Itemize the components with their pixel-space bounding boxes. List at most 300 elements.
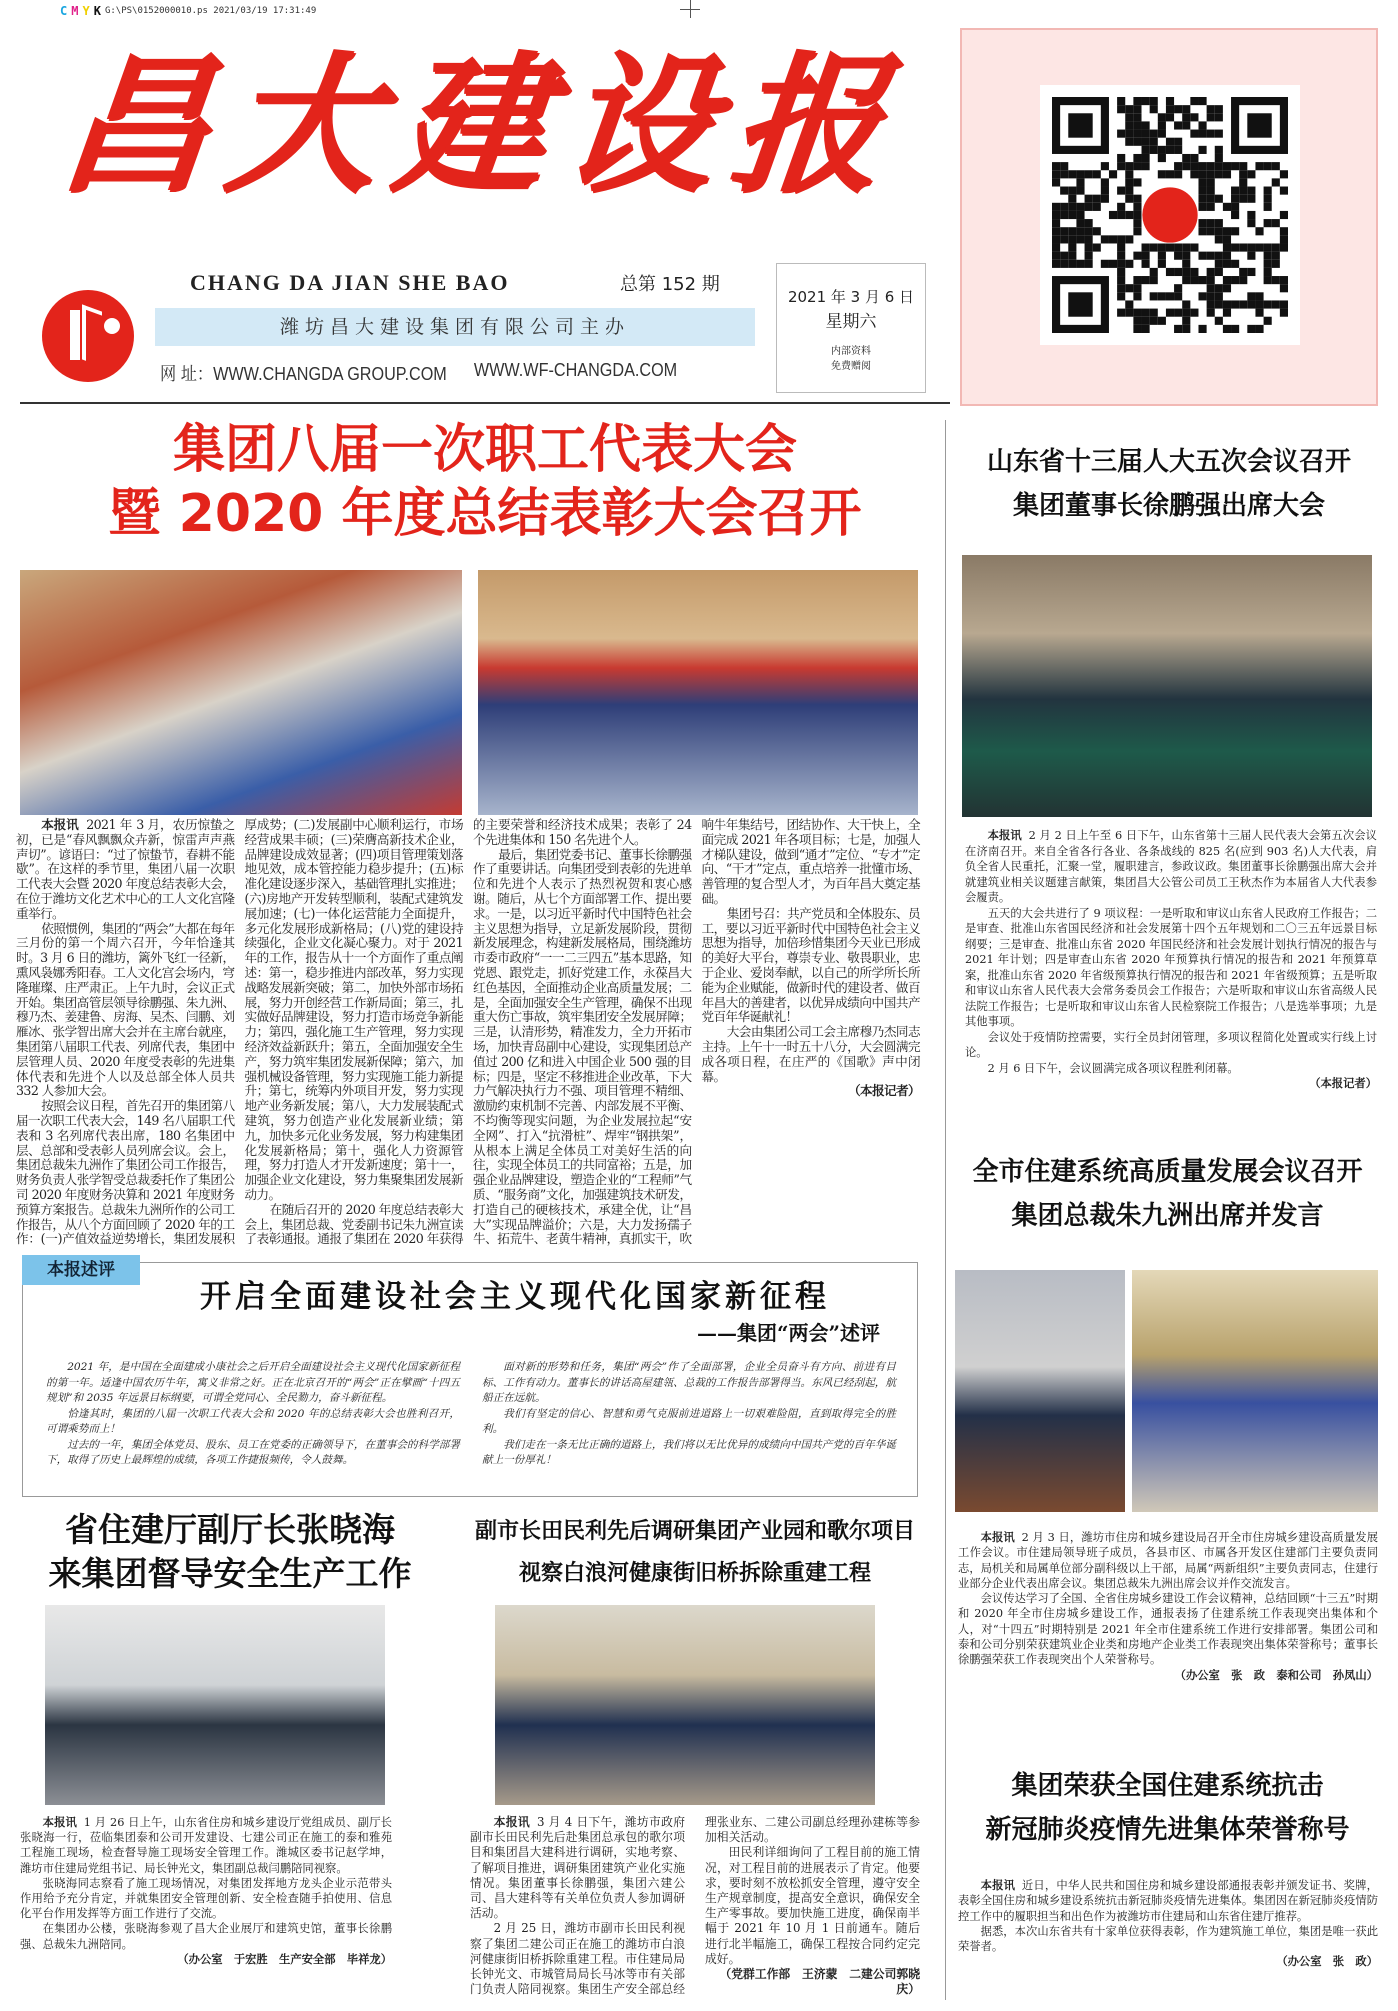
sponsor-band: 潍坊昌大建设集团有限公司主办 [155,308,755,346]
qr-module [1247,300,1255,308]
qr-module [1133,130,1141,138]
qr-module [1264,243,1272,251]
qr-module [1223,252,1231,260]
qr-module [1133,162,1141,170]
main-article-body: 本报讯 2021 年 3 月，农历惊蛰之初，已是“春风飘飘众卉新，惊雷声声燕声切”。谚语曰：“过了惊蛰节，春耕不能歇”。在这样的季节里，集团八届一次职工代表大会暨 2020 年度总结表彰大会，在位于潍坊文化艺术中心的工人文化宫隆重举行。 依照惯例，集团的“两会”大都在每年三月份的第一个周六召开，今年恰逢其时。3 月 6 日的潍坊，篱外飞红一径新，熏风袅娜秀阳春。工人文化宫会场内，穹隆璀璨、庄严肃正。上午九时，会议正式开始。集团高管层领导徐鹏强、朱九洲、穆乃杰、姜建鲁、房海、吴杰、闫鹏、刘雁冰、张学智出席大会并在主席台就座，集团第八届职工代表、列席代表，集团中层管理人员、2020 年度受表彰的先进集体代表和先进个人以及总部全体人员共 332 人参加大会。 按照会议日程，首先召开的集团第八届一次职工代表大会，149 名八届职工代表和 3 名列席代表出席，180 名集团中层、总部和受表彰人员列席会议。会上，集团总裁朱九洲作了集团公司工作报告，财务负责人张学智受总裁委托作了集团公司 2020 年度财务决算和 2021 年度财务预算方案报告。总裁朱九洲所作的公司工作报告，从八个方面回顾了 2020 年的工作：(一)产值效益逆势增长，集团发展积厚成势；(二)发展副中心顺利运行，市场经营成果丰硕；(三)荣膺高新技术企业，品牌建设成效显著；(四)项目管理策划落地见效，成本管控能力稳步提升；(五)标准化建设逐步深入，基础管理扎实推进；(六)房地产开发转型顺利，装配式建筑发展加速；(七)一体化运营能力全面提升，多元化发展形成新格局；(八)党的建设持续强化，企业文化凝心聚力。对于 2021 年的工作，报告从十一个方面作了重点阐述：第一，稳步推进内部改革，努力实现战略发展新突破；第二，加快外部市场拓展，努力开创经营工作新局面；第三，扎实做好品牌建设，努力打造市场竞争新能力；第四，强化施工生产管理，努力实现经济效益新跃升；第五，全面加强安全生产，努力筑牢集团发展新保障；第六，加强机械设备管理，努力实现施工能力新提升；第七，统筹内外项目开发，努力实现地产业务新发展；第八，大力发展装配式建筑，努力创造产业化发展新业绩；第九，加快多元化业务发展，努力构建集团化发展新格局；第十，强化人力资源管理，努力打造人才开发新速度；第十一，加强企业文化建设，努力集聚集团发展新动力。 在随后召开的 2020 年度总结表彰大会上，集团总裁、党委副书记朱九洲宣读了表彰通报。通报了集团在 2020 年获得的主要荣誉和经济技术成果；表彰了 24 个先进集体和 150 名先进个人。 最后，集团党委书记、董事长徐鹏强作了重要讲话。向集团受到表彰的先进单位和先进个人表示了热烈祝贺和衷心感谢。随后，从七个方面部署工作、提出要求。一是，以习近平新时代中国特色社会主义思想为指导，立足新发展阶段，贯彻新发展理念，构建新发展格局，围绕潍坊市委市政府“一一二三四五”基本思路，知党恩、跟党走，抓好党建工作，永葆昌大红色基因，全面推动企业高质量发展；二是，全面加强安全生产管理，确保不出现重大伤亡事故，筑牢集团安全发展屏障；三是，认清形势，精准发力，全力开拓市场，加快青岛副中心建设，实现集团总产值过 200 亿和进入中国企业 500 强的目标；四是，坚定不移推进企业改革，下大力气解决执行力不强、项目管理不精细、激励约束机制不完善、内部发展不平衡、不均衡等现实问题，为企业发展拉起“安全网”、打入“抗滑桩”、焊牢“钢拱架”，从根本上满足全体员工对美好生活的向往，实现全体员工的共同富裕；五是，加强企业品牌建设，塑造企业的“工程师”气质、“服务商”文化，加强建筑技术研发，打造自己的硬核技术，承建全优，让“昌大”实现品牌溢价；六是，大力发扬孺子牛、拓荒牛、老黄牛精神，真抓实干，吹响牛年集结号，团结协作、大干快上，全面完成 2021 年各项目标；七是，加强人才梯队建设，做到“通才”定位、“专才”定向、“干才”定点，重点培养一批懂市场、善管理的复合型人才，为百年昌大奠定基础。 集团号召：共产党员和全体股东、员工，要以习近平新时代中国特色社会主义思想为指导，加倍珍惜集团今天业已形成的美好大平台，尊崇专业、敬畏职业，忠于企业、爱岗奉献，以自己的所学所长所能为企业赋能，做新时代的建设者、做百年昌大的善建者，以优异成绩向中国共产党百年华诞献礼！ 大会由集团公司工会主席穆乃杰同志主持。上午十一时五十八分，大会圆满完成各项日程，在庄严的《国歌》声中闭幕。 （本报记者） [16,817,920,1247]
qr-code-icon[interactable] [1040,85,1300,345]
qr-module [1174,162,1182,170]
qr-module [1060,227,1068,235]
qr-module [1207,227,1215,235]
qr-module [1190,113,1198,121]
qr-module [1174,146,1182,154]
qr-module [1207,178,1215,186]
qr-module [1264,219,1272,227]
qr-module [1068,187,1076,195]
honor-headline: 集团荣获全国住建系统抗击 新冠肺炎疫情先进集体荣誉称号 [985,1771,1350,1845]
qr-module [1093,243,1101,251]
qr-module [1247,170,1255,178]
qr-module [1150,276,1158,284]
qr-module [1093,227,1101,235]
qr-module [1101,187,1109,195]
qr-finder [1068,113,1092,137]
qr-module [1182,309,1190,317]
qr-module [1280,300,1288,308]
review-subtitle: ——集团“两会”述评 [696,1321,880,1345]
qr-module [1198,121,1206,129]
qr-module [1133,154,1141,162]
photo-speaker [955,1270,1125,1512]
qr-module [1272,276,1280,284]
qr-module [1264,300,1272,308]
qr-module [1150,105,1158,113]
qr-module [1255,300,1263,308]
qr-module [1085,219,1093,227]
qr-module [1076,219,1084,227]
qr-module [1207,130,1215,138]
qr-module [1247,195,1255,203]
qr-module [1052,243,1060,251]
qr-module [1125,235,1133,243]
qr-module [1198,162,1206,170]
qr-module [1052,178,1060,186]
qr-module [1085,227,1093,235]
qr-module [1223,162,1231,170]
qr-module [1150,138,1158,146]
qr-module [1174,292,1182,300]
crop-mark [680,9,700,10]
qr-module [1125,130,1133,138]
qr-module [1255,227,1263,235]
qr-module [1150,243,1158,251]
qr-module [1198,203,1206,211]
qr-module [1093,170,1101,178]
qr-module [1255,309,1263,317]
qr-module [1231,203,1239,211]
qr-module [1125,284,1133,292]
qr-module [1264,260,1272,268]
qr-module [1207,300,1215,308]
qr-module [1231,195,1239,203]
notice-free: 免费赠阅 [831,361,871,372]
qr-module [1125,113,1133,121]
qr-module [1255,325,1263,333]
qr-module [1215,317,1223,325]
qr-module [1125,121,1133,129]
notice-internal: 内部资料 [831,346,871,357]
qr-module [1215,235,1223,243]
qr-module [1150,130,1158,138]
qr-module [1060,235,1068,243]
qr-module [1133,276,1141,284]
qr-module [1133,317,1141,325]
qr-module [1125,105,1133,113]
qr-module [1182,268,1190,276]
qr-module [1117,211,1125,219]
qr-module [1166,105,1174,113]
qr-module [1231,211,1239,219]
qr-module [1280,227,1288,235]
cmyk-k: K [93,4,101,18]
qr-module [1174,243,1182,251]
qr-module [1255,243,1263,251]
qr-module [1158,260,1166,268]
qr-finder [1247,113,1271,137]
main-headline: 集团八届一次职工代表大会 暨 2020 年度总结表彰大会召开 [108,420,862,544]
qr-module [1133,178,1141,186]
qr-module [1125,170,1133,178]
qr-module [1158,154,1166,162]
english-name: CHANG DA JIAN SHE BAO [190,270,510,295]
inspection-headline: 省住建厅副厅长张晓海 来集团督导安全生产工作 [48,1510,412,1593]
qr-module [1264,317,1272,325]
qr-module [1158,130,1166,138]
qr-module [1207,187,1215,195]
qr-module [1239,268,1247,276]
qr-module [1223,243,1231,251]
qr-module [1223,300,1231,308]
qr-module [1207,268,1215,276]
qr-module [1085,252,1093,260]
qr-module [1052,211,1060,219]
qr-module [1207,203,1215,211]
qr-module [1280,284,1288,292]
qr-module [1182,276,1190,284]
qr-module [1133,292,1141,300]
cmyk-y: Y [82,4,90,18]
qr-module [1076,187,1084,195]
qr-module [1166,243,1174,251]
qr-module [1207,292,1215,300]
qr-module [1133,227,1141,235]
qr-module [1182,105,1190,113]
qr-module [1272,300,1280,308]
website-urls [160,360,677,386]
qr-module [1117,276,1125,284]
qr-module [1158,252,1166,260]
qr-module [1198,195,1206,203]
print-file-info: G:\PS\0152000010.ps 2021/03/19 17:31:49 [104,6,317,16]
qr-module [1150,309,1158,317]
qr-module [1060,252,1068,260]
qr-module [1239,243,1247,251]
qr-panel [960,28,1378,406]
qr-module [1125,309,1133,317]
qr-module [1215,195,1223,203]
qr-module [1215,162,1223,170]
qr-module [1231,260,1239,268]
qr-module [1101,260,1109,268]
qr-module [1133,325,1141,333]
qr-module [1174,170,1182,178]
qr-module [1133,309,1141,317]
qr-module [1125,211,1133,219]
qr-module [1182,162,1190,170]
qr-module [1125,162,1133,170]
qr-module [1280,309,1288,317]
qr-module [1109,170,1117,178]
qr-module [1117,97,1125,105]
qr-module [1101,178,1109,186]
qr-module [1142,243,1150,251]
qr-module [1207,219,1215,227]
qr-module [1052,162,1060,170]
qr-module [1076,260,1084,268]
qr-module [1166,138,1174,146]
qr-module [1255,162,1263,170]
qr-module [1247,219,1255,227]
qr-module [1101,162,1109,170]
qr-module [1150,317,1158,325]
qr-module [1231,243,1239,251]
qr-module [1174,121,1182,129]
qr-module [1142,146,1150,154]
qr-module [1133,219,1141,227]
honor-article-body: 本报讯 近日，中华人民共和国住房和城乡建设部通报表彰并颁发证书、奖牌，表彰全国住房和城乡建设系统抗击新冠肺炎疫情先进集体。集团因在新冠肺炎疫情防控工作中的履职担当和出色作为被潍坊市住建局和山东省住建厅推荐。 据悉，本次山东省共有十家单位获得表彰，作为建筑施工单位，集团是唯一获此荣誉者。 （办公室 张 政） [958,1879,1378,1969]
qr-module [1247,252,1255,260]
qr-module [1198,219,1206,227]
qr-module [1125,187,1133,195]
qr-module [1158,170,1166,178]
qr-module [1174,268,1182,276]
company-logo-icon [42,290,134,382]
qr-module [1182,113,1190,121]
qr-module [1207,252,1215,260]
qr-module [1247,211,1255,219]
qr-module [1264,187,1272,195]
qr-module [1166,268,1174,276]
qr-module [1198,227,1206,235]
photo-podium [478,570,918,815]
qr-module [1093,195,1101,203]
qr-module [1182,154,1190,162]
qr-module [1255,292,1263,300]
qr-module [1142,252,1150,260]
qr-module [1182,317,1190,325]
qr-module [1150,97,1158,105]
qr-module [1215,227,1223,235]
qr-module [1158,243,1166,251]
qr-module [1068,203,1076,211]
qr-module [1052,260,1060,268]
qr-module [1052,235,1060,243]
qr-module [1198,325,1206,333]
qr-module [1166,292,1174,300]
qr-module [1215,268,1223,276]
qr-module [1142,309,1150,317]
qr-module [1207,162,1215,170]
qr-module [1150,292,1158,300]
qr-module [1117,309,1125,317]
qr-module [1231,162,1239,170]
qr-module [1052,203,1060,211]
qr-module [1060,203,1068,211]
issue-date: 2021 年 3 月 6 日 [787,288,915,306]
qr-module [1198,187,1206,195]
qr-module [1215,113,1223,121]
qr-module [1215,292,1223,300]
issue-number: 总第 152 期 [620,274,720,295]
qr-module [1182,252,1190,260]
qr-module [1182,243,1190,251]
qr-module [1223,309,1231,317]
qr-module [1182,300,1190,308]
qr-module [1060,170,1068,178]
qr-module [1125,195,1133,203]
qr-module [1198,252,1206,260]
qr-module [1215,252,1223,260]
qr-module [1085,235,1093,243]
qr-module [1231,187,1239,195]
qr-module [1280,211,1288,219]
qr-module [1068,227,1076,235]
qr-module [1117,292,1125,300]
qr-module [1060,162,1068,170]
qr-module [1272,162,1280,170]
qr-module [1215,260,1223,268]
qr-module [1247,268,1255,276]
qr-module [1223,235,1231,243]
qr-module [1101,195,1109,203]
qr-module [1133,252,1141,260]
qr-module [1174,138,1182,146]
qr-module [1076,211,1084,219]
qr-module [1174,252,1182,260]
qr-module [1166,97,1174,105]
qr-module [1207,195,1215,203]
qr-module [1239,300,1247,308]
qr-module [1085,260,1093,268]
qr-module [1068,243,1076,251]
qr-module [1239,195,1247,203]
qr-module [1272,243,1280,251]
qr-module [1223,227,1231,235]
qr-module [1076,178,1084,186]
qr-module [1133,195,1141,203]
qr-module [1076,170,1084,178]
housing-article-body: 本报讯 2 月 3 日，潍坊市住房和城乡建设局召开全市住房城乡建设高质量发展工作会议。市住建局领导班子成员，各县市区、市属各开发区住建部门主要负责同志，局机关和局属单位部分副科级以上干部，局属“两新组织”主要负责同志，住建行业部分企业代表出席会议。集团总裁朱九洲出席会议并作交流发言。 会议传达学习了全国、全省住房城乡建设工作会议精神，总结回顾“十三五”时期和 2020 年全市住房城乡建设工作，通报表扬了住建系统工作表现突出集体和个人，对“十四五”时期特别是 2021 年全市住建系统工作进行安排部署。集团公司和泰和公司分别荣获建筑业企业类和房地产企业类工作表现突出集体荣誉称号；董事长徐鹏强荣获工作表现突出个人荣誉称号。 （办公室 张 政 泰和公司 孙凤山） [958,1531,1378,1682]
qr-module [1133,121,1141,129]
qr-module [1142,162,1150,170]
qr-module [1182,260,1190,268]
qr-module [1231,325,1239,333]
qr-module [1117,260,1125,268]
qr-module [1060,211,1068,219]
header-divider [20,402,950,404]
qr-module [1239,178,1247,186]
url-link[interactable]: WWW.WF-CHANGDA.COM [473,360,678,380]
qr-module [1052,219,1060,227]
qr-module [1174,325,1182,333]
qr-module [1068,260,1076,268]
qr-module [1215,170,1223,178]
qr-module [1142,121,1150,129]
qr-module [1231,300,1239,308]
inspection-article-body: 本报讯 1 月 26 日上午，山东省住房和城乡建设厅党组成员、副厅长张晓海一行，莅临集团泰和公司开发建设、七建公司正在施工的泰和雅苑工程施工现场，检查督导施工现场安全管理工作。潍城区委书记赵学坤，潍坊市住建局党组书记、局长钟光文，集团副总裁闫鹏陪同视察。 张晓海同志察看了施工现场情况，对集团发挥地方龙头企业示范带头作用给予充分肯定，并就集团安全管理创新、安全检查随手拍使用、信息化平台作用发挥等方面工作进行了交流。 在集团办公楼，张晓海参观了昌大企业展厅和建筑史馆，董事长徐鹏强、总裁朱九洲陪同。 （办公室 于宏胜 生产安全部 毕祥龙） [20,1816,392,1966]
qr-module [1166,113,1174,121]
qr-module [1223,284,1231,292]
qr-module [1117,130,1125,138]
weekday: 星期六 [825,312,877,332]
qr-module [1207,113,1215,121]
qr-module [1125,300,1133,308]
qr-module [1133,138,1141,146]
qr-module [1109,211,1117,219]
qr-module [1190,276,1198,284]
qr-module [1158,121,1166,129]
qr-module [1150,146,1158,154]
qr-module [1215,219,1223,227]
housing-headline: 全市住建系统高质量发展会议召开 集团总裁朱九洲出席并发言 [972,1157,1363,1231]
qr-module [1190,97,1198,105]
qr-module [1085,203,1093,211]
qr-module [1190,162,1198,170]
qr-module [1223,276,1231,284]
qr-module [1076,235,1084,243]
qr-module [1174,105,1182,113]
qr-module [1142,138,1150,146]
qr-module [1142,317,1150,325]
qr-module [1280,187,1288,195]
qr-module [1085,195,1093,203]
qr-module [1280,170,1288,178]
qr-module [1190,154,1198,162]
qr-module [1142,325,1150,333]
cmyk-c: C [60,4,68,18]
qr-module [1117,203,1125,211]
qr-module [1231,276,1239,284]
url-link[interactable]: 网 址：WWW.CHANGDA GROUP.COM [160,364,447,384]
qr-module [1198,130,1206,138]
qr-module [1280,243,1288,251]
qr-module [1133,97,1141,105]
qr-module [1280,235,1288,243]
qr-module [1207,309,1215,317]
qr-module [1239,187,1247,195]
qr-module [1198,178,1206,186]
qr-module [1174,309,1182,317]
qr-module [1117,284,1125,292]
qr-module [1142,154,1150,162]
qr-module [1052,170,1060,178]
qr-module [1117,154,1125,162]
date-box [776,263,926,393]
qr-module [1231,227,1239,235]
qr-module [1068,235,1076,243]
qr-module [1166,309,1174,317]
qr-module [1158,113,1166,121]
qr-module [1239,170,1247,178]
qr-module [1190,309,1198,317]
qr-module [1198,97,1206,105]
qr-module [1076,227,1084,235]
photo-conference [1132,1270,1378,1512]
qr-module [1076,203,1084,211]
qr-module [1150,268,1158,276]
qr-center-logo-icon [1142,187,1197,242]
qr-module [1215,300,1223,308]
qr-module [1247,243,1255,251]
review-tag: 本报述评 [22,1255,140,1285]
review-body: 2021 年，是中国在全面建成小康社会之后开启全面建设社会主义现代化国家新征程的第一年。适逢中国农历牛年，寓义非常之好。正在北京召开的“两会”正在擘画“十四五规划”和 2035 年远景目标纲要，可谓全党同心、全民勠力，奋斗新征程。 恰逢其时，集团的八届一次职工代表大会和 2020 年的总结表彰大会也胜利召开，可谓乘势而上！ 过去的一年，集团全体党员、股东、员工在党委的正确领导下，在董事会的科学部署下，取得了历史上最辉煌的成绩，各项工作捷报频传，令人鼓舞。 面对新的形势和任务，集团“两会”作了全面部署，企业全员奋斗有方向、前进有目标、工作有动力。董事长的讲话高屋建瓴、总裁的工作报告部署得当。东风已经刮起，航船正在远航。 我们有坚定的信心、智慧和勇气克服前进道路上一切艰难险阻，直到取得完全的胜利。 我们走在一条无比正确的道路上，我们将以无比优异的成绩向中国共产党的百年华诞献上一份厚礼！ [46,1361,896,1466]
qr-module [1207,284,1215,292]
photo-site-inspection [45,1605,385,1805]
cmyk-m: M [71,4,79,18]
print-registration-mark [60,4,316,18]
qr-module [1085,243,1093,251]
qr-module [1109,235,1117,243]
qr-module [1158,317,1166,325]
qr-module [1207,170,1215,178]
